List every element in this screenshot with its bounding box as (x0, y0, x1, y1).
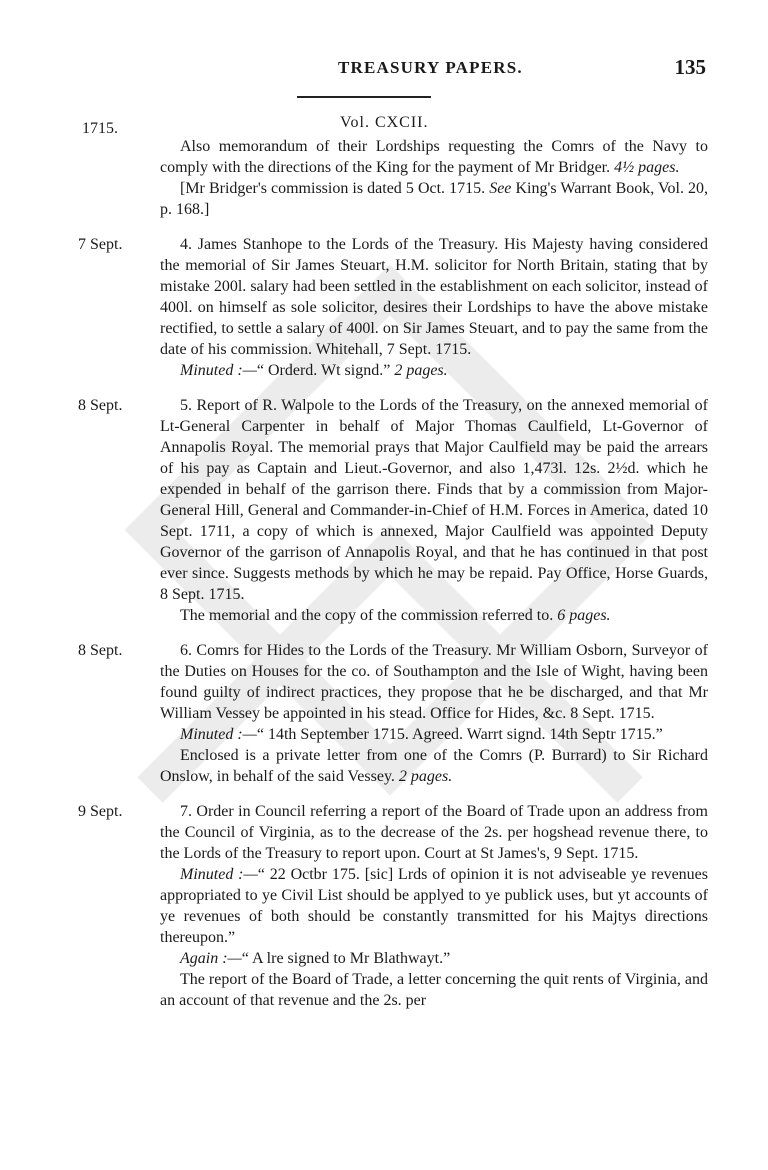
page-header (0, 55, 768, 88)
document-body (78, 136, 709, 1011)
volume-heading: Vol. CXCII. (340, 114, 429, 131)
entry-minute: Minuted :—“ Orderd. Wt signd.” 2 pages. (180, 362, 448, 379)
entry-text: 5. Report of R. Walpole to the Lords of the Treasury, on the annexed memorial of Lt-General Carpenter in behalf of Major Thomas Caulfield, Lt-Governor of Annapolis Royal. The memorial prays that Major Caulfield may be paid the arrears of his pay as Captain and Lieut.-Governor, and also 1,473l. 12s. 2½d. which he expended in behalf of the garrison there. Finds that by a commission from Major-General Hill, General and Commander-in-Chief of H.M. Forces in America, dated 10 Sept. 1711, a copy of which is annexed, Major Caulfield was appointed Deputy Governor of the garrison of Annapolis Royal, and that he has continued in that post ever since. Suggests methods by which he may be repaid. Pay Office, Horse Guards, 8 Sept. 1715. (160, 397, 708, 603)
entry-note: Enclosed is a private letter from one of the Comrs (P. Burrard) to Sir Richard Onslow, in behalf of the said Vessey. 2 pages. (160, 747, 708, 785)
entry-date: 8 Sept. (78, 397, 123, 414)
running-title: TREASURY PAPERS. (338, 58, 523, 77)
entry-date: 9 Sept. (78, 803, 123, 820)
intro-memorandum: Also memorandum of their Lordships requesting the Comrs of the Navy to comply with the directions of the King for the payment of Mr Bridger. 4½ pages. (160, 138, 708, 176)
entry-date: 7 Sept. (78, 236, 123, 253)
entry-text: 4. James Stanhope to the Lords of the Treasury. His Majesty having considered the memorial of Sir James Steuart, H.M. solicitor for North Britain, stating that by mistake 200l. salary had been settled in the establishment on each solicitor, instead of 400l. on himself as sole solicitor, desires their Lordships to have the above mistake rectified, to settle a salary of 400l. on Sir James Steuart, and to pay the same from the date of his commission. Whitehall, 7 Sept. 1715. (160, 236, 708, 358)
intro-note: [Mr Bridger's commission is dated 5 Oct. 1715. See King's Warrant Book, Vol. 20, p. 168.] (160, 180, 709, 218)
entry-4 (78, 234, 708, 381)
entry-note: The report of the Board of Trade, a letter concerning the quit rents of Virginia, and an account of that revenue and the 2s. per (160, 971, 708, 1009)
entry-5 (78, 395, 708, 626)
margin-year: 1715. (82, 120, 118, 137)
entry-text: 6. Comrs for Hides to the Lords of the Treasury. Mr William Osborn, Surveyor of the Duties on Houses for the co. of Southampton and the Isle of Wight, having been found guilty of indirect practices, they propose that he be discharged, and that Mr William Vessey be appointed in his stead. Office for Hides, &c. 8 Sept. 1715. (160, 642, 708, 722)
entry-again: Again :—“ A lre signed to Mr Blathwayt.” (180, 950, 451, 967)
entry-date: 8 Sept. (78, 642, 123, 659)
entry-minute: Minuted :—“ 22 Octbr 175. [sic] Lrds of opinion it is not adviseable ye revenues appropriated to ye Civil List should be applyed to ye publick uses, but yt accounts of ye revenues of both should be constantly transmitted for his Majtys directions thereupon.” (160, 866, 709, 946)
header-rule (297, 96, 431, 98)
entry-text: 7. Order in Council referring a report of the Board of Trade upon an address from the Council of Virginia, as to the decrease of the 2s. per hogshead revenue there, to the Lords of the Treasury to report upon. Court at St James's, 9 Sept. 1715. (160, 803, 708, 862)
entry-note: The memorial and the copy of the commission referred to. 6 pages. (180, 607, 611, 624)
entry-6 (78, 640, 708, 787)
entry-7 (78, 801, 709, 1011)
entry-minute: Minuted :—“ 14th September 1715. Agreed. Warrt signd. 14th Septr 1715.” (180, 726, 663, 743)
page-number: 135 (674, 55, 706, 79)
